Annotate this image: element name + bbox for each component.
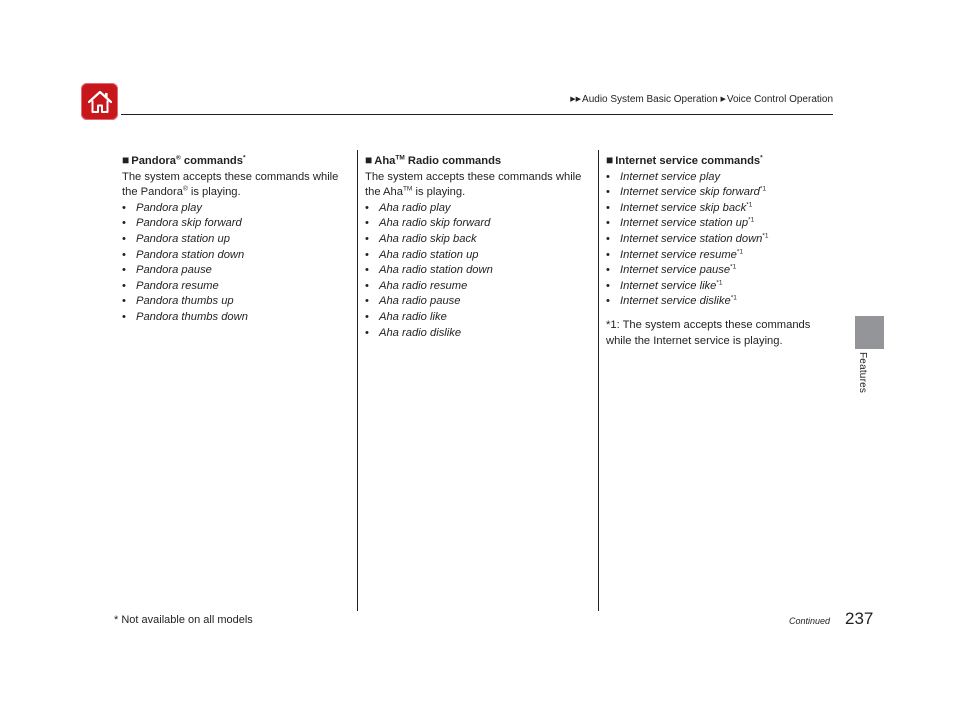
- list-item: • Internet service station $up^{*1}$: [606, 216, 834, 232]
- internet-service-command-list: [606, 170, 834, 310]
- aha-command-list: [365, 201, 593, 341]
- list-item: • Pandora skip forward: [122, 216, 352, 232]
- bullet-icon: •: [606, 295, 610, 308]
- bullet-icon: •: [606, 217, 610, 230]
- bullet-icon: •: [122, 279, 126, 292]
- bullet-icon: •: [365, 201, 369, 214]
- list-item: • Internet service play: [606, 170, 834, 186]
- list-item: • Internet service like$^{*1}$: [606, 279, 834, 295]
- list-item: • Internet service pause$^{*1}$: [606, 263, 834, 279]
- bullet-icon: •: [365, 248, 369, 261]
- bullet-icon: •: [122, 295, 126, 308]
- bullet-icon: •: [606, 248, 610, 261]
- list-item: • Pandora pause: [122, 263, 352, 279]
- bullet-icon: •: [606, 279, 610, 292]
- list-item: • Internet service skip back$^{*1}$: [606, 201, 834, 217]
- list-item: • Pandora station down: [122, 248, 352, 264]
- list-item: • Internet service resume$^{*1}$: [606, 248, 834, 264]
- page-number: 237: [845, 609, 874, 628]
- column-divider: [357, 150, 358, 611]
- availability-footnote: * Not available on all models: [114, 614, 253, 626]
- list-item: • Aha radio station up: [365, 248, 593, 264]
- list-item: • Pandora station up: [122, 232, 352, 248]
- list-item: • Internet service dislike$^{*1}$: [606, 294, 834, 310]
- section-tab-label: Features: [857, 352, 868, 394]
- heading-marker-icon: ■: [122, 153, 130, 167]
- list-item: • Pandora resume: [122, 279, 352, 295]
- internet-service-commands-section: [606, 153, 834, 349]
- list-item: • Internet service station down$^{*1}$: [606, 232, 834, 248]
- internet-service-commands-heading: ■ Internet service commands*: [606, 153, 763, 167]
- bullet-icon: •: [365, 217, 369, 230]
- list-item: • Aha radio skip back: [365, 232, 593, 248]
- list-item: • Aha radio resume: [365, 279, 593, 295]
- aha-commands-section: [365, 153, 593, 341]
- bullet-icon: •: [606, 264, 610, 277]
- breadcrumb-current: Voice Control Operation: [726, 94, 833, 105]
- internet-service-footnote: *1: The system accepts these commands while the Internet service is playing.: [606, 318, 811, 347]
- bullet-icon: •: [606, 170, 610, 183]
- bullet-icon: •: [122, 217, 126, 230]
- list-item: • Aha radio dislike: [365, 326, 593, 342]
- heading-marker-icon: ■: [606, 153, 614, 167]
- breadcrumb-parent-link[interactable]: Audio System Basic Operation: [582, 94, 718, 105]
- bullet-icon: •: [365, 326, 369, 339]
- list-item: • Aha radio pause: [365, 294, 593, 310]
- pandora-commands-heading: ■ Pandora® commands*: [122, 153, 246, 167]
- bullet-icon: •: [122, 264, 126, 277]
- bullet-icon: •: [122, 201, 126, 214]
- bullet-icon: •: [365, 232, 369, 245]
- bullet-icon: •: [365, 310, 369, 323]
- bullet-icon: •: [606, 201, 610, 214]
- bullet-icon: •: [122, 310, 126, 323]
- bullet-icon: •: [606, 232, 610, 245]
- section-tab[interactable]: [855, 316, 884, 349]
- list-item: • Internet service skip forward$^{*1}$: [606, 185, 834, 201]
- bullet-icon: •: [365, 295, 369, 308]
- list-item: • Aha radio skip forward: [365, 216, 593, 232]
- bullet-icon: •: [606, 186, 610, 199]
- list-item: • Aha radio play: [365, 201, 593, 217]
- list-item: • Pandora thumbs down: [122, 310, 352, 326]
- bullet-icon: •: [365, 279, 369, 292]
- list-item: • Aha radio station down: [365, 263, 593, 279]
- bullet-icon: •: [365, 264, 369, 277]
- bullet-icon: •: [122, 232, 126, 245]
- aha-description: The system accepts these commands while the Aha™ is playing.: [365, 170, 582, 199]
- breadcrumb-arrow-icon: ▶: [720, 96, 726, 103]
- breadcrumb-arrow-icon: ▶: [575, 96, 582, 103]
- pandora-description: The system accepts these commands while the Pandora® is playing.: [122, 170, 339, 199]
- list-item: • Pandora play: [122, 201, 352, 217]
- column-divider: [598, 150, 599, 611]
- continued-label: Continued: [789, 616, 831, 626]
- list-item: • Aha radio like: [365, 310, 593, 326]
- breadcrumb: [0, 94, 833, 105]
- aha-commands-heading: ■ Aha™ Radio commands: [365, 153, 502, 167]
- breadcrumb-arrow-icon: ▶: [570, 96, 576, 103]
- header-divider: [121, 114, 833, 115]
- heading-marker-icon: ■: [365, 153, 373, 167]
- list-item: • Pandora thumbs up: [122, 294, 352, 310]
- pandora-command-list: [122, 201, 352, 326]
- pandora-commands-section: [122, 153, 352, 326]
- bullet-icon: •: [122, 248, 126, 261]
